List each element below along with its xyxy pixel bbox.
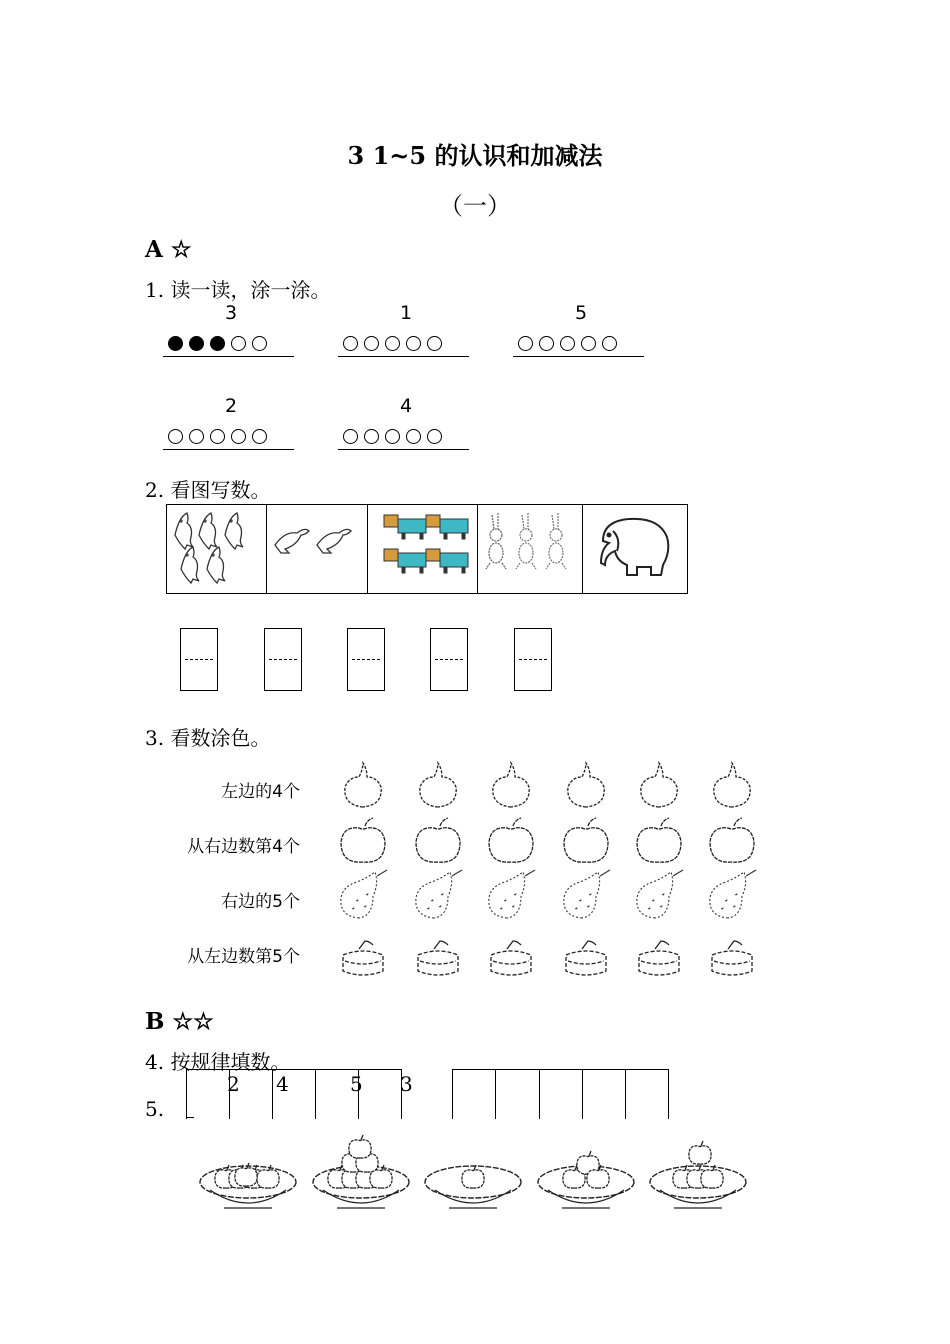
q3-row-label: 从右边数第4个 (187, 837, 300, 857)
q1-number-label: 1 (399, 302, 413, 324)
q1-number-label: 4 (399, 395, 413, 417)
sequence-value: 5 (350, 1072, 363, 1096)
apple-icon (349, 1135, 371, 1158)
sequence-value: 2 (227, 1072, 240, 1096)
q3-label: 3. 看数涂色。 (145, 726, 271, 750)
q2-label: 2. 看图写数。 (145, 478, 271, 502)
sequence-value: 3 (400, 1072, 413, 1096)
q3-row-label: 从左边数第5个 (187, 947, 300, 967)
apple-icon (689, 1141, 711, 1164)
sequence-value: 4 (276, 1072, 289, 1096)
q1-number-label: 2 (224, 395, 238, 417)
q4-label: 4. 按规律填数。 (145, 1050, 291, 1074)
q3-row-label: 右边的5个 (221, 892, 300, 912)
q3-row-label: 左边的4个 (221, 782, 300, 802)
page-title: 3 1~5 的认识和加减法 (347, 141, 603, 170)
section-a-heading: A ☆ (145, 236, 192, 263)
section-b-heading: B ☆☆ (145, 1008, 214, 1035)
q1-label: 1. 读一读，涂一涂。 (145, 278, 331, 302)
q5-label: 5. (145, 1097, 165, 1121)
page-subtitle: （一） (439, 192, 511, 220)
q1-number-label: 5 (574, 302, 588, 324)
q1-number-label: 3 (224, 302, 238, 324)
